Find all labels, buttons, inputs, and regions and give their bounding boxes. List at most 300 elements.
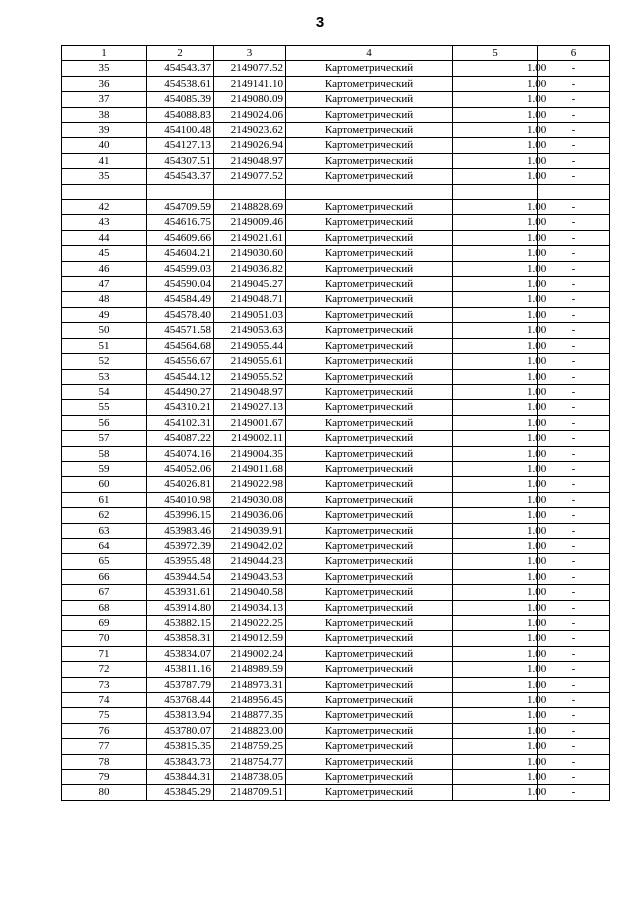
table-row xyxy=(62,200,610,215)
y-coordinate-cell: 2148754.77 xyxy=(214,754,286,769)
method-cell: Картометрический xyxy=(286,492,453,507)
y-coordinate-cell: 2149077.52 xyxy=(214,169,286,184)
method-cell: Картометрический xyxy=(286,446,453,461)
point-number-cell: 75 xyxy=(62,708,147,723)
x-coordinate-cell: 453983.46 xyxy=(147,523,214,538)
point-number-cell: 35 xyxy=(62,61,147,76)
table-row xyxy=(62,123,610,138)
x-coordinate-cell: 454127.13 xyxy=(147,138,214,153)
point-number-cell: 42 xyxy=(62,200,147,215)
point-number-cell: 50 xyxy=(62,323,147,338)
y-coordinate-cell: 2149030.08 xyxy=(214,492,286,507)
x-coordinate-cell: 453815.35 xyxy=(147,739,214,754)
y-coordinate-cell: 2149022.25 xyxy=(214,616,286,631)
y-coordinate-cell: 2149077.52 xyxy=(214,61,286,76)
y-coordinate-cell: 2149026.94 xyxy=(214,138,286,153)
description-cell: - xyxy=(538,461,610,476)
point-number-cell: 63 xyxy=(62,523,147,538)
x-coordinate-cell: 453955.48 xyxy=(147,554,214,569)
point-number-cell: 59 xyxy=(62,461,147,476)
y-coordinate-cell: 2149048.71 xyxy=(214,292,286,307)
accuracy-cell: 1.00 xyxy=(453,662,538,677)
coordinates-table xyxy=(61,45,610,801)
x-coordinate-cell: 454088.83 xyxy=(147,107,214,122)
point-number-cell: 74 xyxy=(62,693,147,708)
description-cell: - xyxy=(538,246,610,261)
y-coordinate-cell: 2149040.58 xyxy=(214,585,286,600)
accuracy-cell: 1.00 xyxy=(453,585,538,600)
x-coordinate-cell: 453858.31 xyxy=(147,631,214,646)
description-cell: - xyxy=(538,631,610,646)
method-cell: Картометрический xyxy=(286,230,453,245)
table-row xyxy=(62,169,610,184)
x-coordinate-cell: 454307.51 xyxy=(147,153,214,168)
table-row xyxy=(62,246,610,261)
description-cell: - xyxy=(538,616,610,631)
description-cell: - xyxy=(538,508,610,523)
table-row xyxy=(62,646,610,661)
table-row xyxy=(62,384,610,399)
table-row xyxy=(62,770,610,785)
accuracy-cell: 1.00 xyxy=(453,277,538,292)
description-cell: - xyxy=(538,292,610,307)
method-cell: Картометрический xyxy=(286,153,453,168)
point-number-cell: 55 xyxy=(62,400,147,415)
point-number-cell: 37 xyxy=(62,92,147,107)
y-coordinate-cell: 2149044.23 xyxy=(214,554,286,569)
accuracy-cell: 1.00 xyxy=(453,230,538,245)
method-cell: Картометрический xyxy=(286,200,453,215)
point-number-cell: 43 xyxy=(62,215,147,230)
method-cell: Картометрический xyxy=(286,708,453,723)
y-coordinate-cell: 2149141.10 xyxy=(214,76,286,91)
column-header-x: 2 xyxy=(147,46,214,61)
accuracy-cell: 1.00 xyxy=(453,739,538,754)
point-number-cell: 61 xyxy=(62,492,147,507)
method-cell: Картометрический xyxy=(286,693,453,708)
point-number-cell: 45 xyxy=(62,246,147,261)
method-cell: Картометрический xyxy=(286,92,453,107)
method-cell: Картометрический xyxy=(286,277,453,292)
method-cell: Картометрический xyxy=(286,569,453,584)
table-row xyxy=(62,415,610,430)
accuracy-cell: 1.00 xyxy=(453,569,538,584)
description-cell: - xyxy=(538,277,610,292)
table-header xyxy=(62,46,610,61)
method-cell: Картометрический xyxy=(286,600,453,615)
x-coordinate-cell: 454604.21 xyxy=(147,246,214,261)
method-cell: Картометрический xyxy=(286,415,453,430)
x-coordinate-cell: 454052.06 xyxy=(147,461,214,476)
x-coordinate-cell: 454310.21 xyxy=(147,400,214,415)
x-coordinate-cell: 453944.54 xyxy=(147,569,214,584)
description-cell: - xyxy=(538,785,610,800)
method-cell: Картометрический xyxy=(286,785,453,800)
y-coordinate-cell: 2149009.46 xyxy=(214,215,286,230)
point-number-cell: 64 xyxy=(62,538,147,553)
x-coordinate-cell: 454100.48 xyxy=(147,123,214,138)
method-cell: Картометрический xyxy=(286,508,453,523)
description-cell: - xyxy=(538,569,610,584)
accuracy-cell: 1.00 xyxy=(453,107,538,122)
y-coordinate-cell: 2149023.62 xyxy=(214,123,286,138)
table-row xyxy=(62,569,610,584)
point-number-cell: 35 xyxy=(62,169,147,184)
header-row xyxy=(62,46,610,61)
description-cell: - xyxy=(538,723,610,738)
accuracy-cell: 1.00 xyxy=(453,492,538,507)
description-cell xyxy=(538,184,610,199)
method-cell: Картометрический xyxy=(286,323,453,338)
accuracy-cell: 1.00 xyxy=(453,631,538,646)
y-coordinate-cell: 2149048.97 xyxy=(214,384,286,399)
accuracy-cell: 1.00 xyxy=(453,523,538,538)
method-cell: Картометрический xyxy=(286,123,453,138)
x-coordinate-cell: 453914.80 xyxy=(147,600,214,615)
method-cell: Картометрический xyxy=(286,477,453,492)
x-coordinate-cell: 454584.49 xyxy=(147,292,214,307)
table-row xyxy=(62,230,610,245)
x-coordinate-cell: 453834.07 xyxy=(147,646,214,661)
accuracy-cell: 1.00 xyxy=(453,92,538,107)
accuracy-cell: 1.00 xyxy=(453,508,538,523)
y-coordinate-cell: 2149042.02 xyxy=(214,538,286,553)
point-number-cell: 70 xyxy=(62,631,147,646)
accuracy-cell: 1.00 xyxy=(453,677,538,692)
table-row xyxy=(62,631,610,646)
table-row xyxy=(62,354,610,369)
method-cell: Картометрический xyxy=(286,770,453,785)
x-coordinate-cell: 454490.27 xyxy=(147,384,214,399)
column-header-description: 6 xyxy=(538,46,610,61)
description-cell: - xyxy=(538,76,610,91)
y-coordinate-cell: 2149027.13 xyxy=(214,400,286,415)
y-coordinate-cell: 2149024.06 xyxy=(214,107,286,122)
method-cell: Картометрический xyxy=(286,169,453,184)
table-row xyxy=(62,754,610,769)
point-number-cell: 69 xyxy=(62,616,147,631)
y-coordinate-cell: 2149012.59 xyxy=(214,631,286,646)
description-cell: - xyxy=(538,153,610,168)
accuracy-cell: 1.00 xyxy=(453,246,538,261)
point-number-cell: 48 xyxy=(62,292,147,307)
description-cell: - xyxy=(538,384,610,399)
method-cell: Картометрический xyxy=(286,431,453,446)
point-number-cell: 57 xyxy=(62,431,147,446)
point-number-cell: 54 xyxy=(62,384,147,399)
y-coordinate-cell: 2149030.60 xyxy=(214,246,286,261)
accuracy-cell: 1.00 xyxy=(453,461,538,476)
y-coordinate-cell: 2148709.51 xyxy=(214,785,286,800)
method-cell: Картометрический xyxy=(286,400,453,415)
y-coordinate-cell: 2149055.52 xyxy=(214,369,286,384)
point-number-cell: 80 xyxy=(62,785,147,800)
point-number-cell: 47 xyxy=(62,277,147,292)
table-row xyxy=(62,431,610,446)
x-coordinate-cell: 454556.67 xyxy=(147,354,214,369)
table-row xyxy=(62,76,610,91)
x-coordinate-cell: 454543.37 xyxy=(147,169,214,184)
point-number-cell: 44 xyxy=(62,230,147,245)
x-coordinate-cell: 454026.81 xyxy=(147,477,214,492)
table-row xyxy=(62,184,610,199)
method-cell: Картометрический xyxy=(286,754,453,769)
table-row xyxy=(62,477,610,492)
method-cell: Картометрический xyxy=(286,739,453,754)
point-number-cell: 79 xyxy=(62,770,147,785)
point-number-cell: 56 xyxy=(62,415,147,430)
y-coordinate-cell: 2148877.35 xyxy=(214,708,286,723)
table-row xyxy=(62,708,610,723)
accuracy-cell: 1.00 xyxy=(453,369,538,384)
point-number-cell: 73 xyxy=(62,677,147,692)
accuracy-cell: 1.00 xyxy=(453,323,538,338)
column-header-y: 3 xyxy=(214,46,286,61)
point-number-cell: 72 xyxy=(62,662,147,677)
description-cell: - xyxy=(538,538,610,553)
x-coordinate-cell: 454102.31 xyxy=(147,415,214,430)
table-row xyxy=(62,446,610,461)
accuracy-cell: 1.00 xyxy=(453,554,538,569)
accuracy-cell: 1.00 xyxy=(453,123,538,138)
x-coordinate-cell: 453845.29 xyxy=(147,785,214,800)
x-coordinate-cell: 453972.39 xyxy=(147,538,214,553)
description-cell: - xyxy=(538,215,610,230)
point-number-cell: 60 xyxy=(62,477,147,492)
description-cell: - xyxy=(538,92,610,107)
point-number-cell: 71 xyxy=(62,646,147,661)
method-cell: Картометрический xyxy=(286,215,453,230)
table-body xyxy=(62,61,610,800)
x-coordinate-cell xyxy=(147,184,214,199)
description-cell: - xyxy=(538,369,610,384)
accuracy-cell: 1.00 xyxy=(453,354,538,369)
description-cell: - xyxy=(538,662,610,677)
accuracy-cell: 1.00 xyxy=(453,292,538,307)
accuracy-cell: 1.00 xyxy=(453,431,538,446)
description-cell: - xyxy=(538,708,610,723)
description-cell: - xyxy=(538,307,610,322)
point-number-cell: 58 xyxy=(62,446,147,461)
description-cell: - xyxy=(538,585,610,600)
point-number-cell: 77 xyxy=(62,739,147,754)
description-cell: - xyxy=(538,138,610,153)
method-cell: Картометрический xyxy=(286,631,453,646)
y-coordinate-cell: 2149002.24 xyxy=(214,646,286,661)
table-row xyxy=(62,338,610,353)
method-cell: Картометрический xyxy=(286,662,453,677)
x-coordinate-cell: 454571.58 xyxy=(147,323,214,338)
accuracy-cell: 1.00 xyxy=(453,693,538,708)
table-row xyxy=(62,215,610,230)
accuracy-cell: 1.00 xyxy=(453,477,538,492)
x-coordinate-cell: 453882.15 xyxy=(147,616,214,631)
accuracy-cell: 1.00 xyxy=(453,770,538,785)
y-coordinate-cell: 2149021.61 xyxy=(214,230,286,245)
point-number-cell: 36 xyxy=(62,76,147,91)
method-cell: Картометрический xyxy=(286,354,453,369)
y-coordinate-cell: 2148759.25 xyxy=(214,739,286,754)
table-row xyxy=(62,461,610,476)
method-cell: Картометрический xyxy=(286,107,453,122)
y-coordinate-cell: 2149036.06 xyxy=(214,508,286,523)
description-cell: - xyxy=(538,169,610,184)
method-cell: Картометрический xyxy=(286,138,453,153)
y-coordinate-cell: 2148973.31 xyxy=(214,677,286,692)
column-header-method: 4 xyxy=(286,46,453,61)
x-coordinate-cell: 454543.37 xyxy=(147,61,214,76)
x-coordinate-cell: 454578.40 xyxy=(147,307,214,322)
y-coordinate-cell: 2149055.61 xyxy=(214,354,286,369)
description-cell: - xyxy=(538,200,610,215)
accuracy-cell: 1.00 xyxy=(453,754,538,769)
page-number: 3 xyxy=(315,14,325,31)
point-number-cell: 65 xyxy=(62,554,147,569)
table-row xyxy=(62,523,610,538)
x-coordinate-cell: 454599.03 xyxy=(147,261,214,276)
description-cell: - xyxy=(538,400,610,415)
table-row xyxy=(62,292,610,307)
x-coordinate-cell: 454010.98 xyxy=(147,492,214,507)
method-cell: Картометрический xyxy=(286,338,453,353)
description-cell: - xyxy=(538,61,610,76)
y-coordinate-cell: 2149022.98 xyxy=(214,477,286,492)
y-coordinate-cell: 2149048.97 xyxy=(214,153,286,168)
y-coordinate-cell: 2149004.35 xyxy=(214,446,286,461)
method-cell: Картометрический xyxy=(286,585,453,600)
table-row xyxy=(62,369,610,384)
table-row xyxy=(62,585,610,600)
method-cell: Картометрический xyxy=(286,461,453,476)
table-row xyxy=(62,616,610,631)
y-coordinate-cell: 2148823.00 xyxy=(214,723,286,738)
point-number-cell: 52 xyxy=(62,354,147,369)
method-cell: Картометрический xyxy=(286,307,453,322)
table-row xyxy=(62,554,610,569)
table-row xyxy=(62,107,610,122)
table-row xyxy=(62,277,610,292)
x-coordinate-cell: 453996.15 xyxy=(147,508,214,523)
point-number-cell xyxy=(62,184,147,199)
table-row xyxy=(62,323,610,338)
description-cell: - xyxy=(538,446,610,461)
x-coordinate-cell: 454544.12 xyxy=(147,369,214,384)
point-number-cell: 49 xyxy=(62,307,147,322)
x-coordinate-cell: 453813.94 xyxy=(147,708,214,723)
method-cell: Картометрический xyxy=(286,292,453,307)
x-coordinate-cell: 454538.61 xyxy=(147,76,214,91)
x-coordinate-cell: 454616.75 xyxy=(147,215,214,230)
x-coordinate-cell: 453931.61 xyxy=(147,585,214,600)
method-cell: Картометрический xyxy=(286,523,453,538)
point-number-cell: 38 xyxy=(62,107,147,122)
method-cell: Картометрический xyxy=(286,723,453,738)
accuracy-cell: 1.00 xyxy=(453,600,538,615)
table-row xyxy=(62,785,610,800)
x-coordinate-cell: 454074.16 xyxy=(147,446,214,461)
point-number-cell: 66 xyxy=(62,569,147,584)
table-row xyxy=(62,153,610,168)
accuracy-cell: 1.00 xyxy=(453,138,538,153)
table-row xyxy=(62,677,610,692)
point-number-cell: 53 xyxy=(62,369,147,384)
method-cell: Картометрический xyxy=(286,61,453,76)
accuracy-cell: 1.00 xyxy=(453,708,538,723)
point-number-cell: 62 xyxy=(62,508,147,523)
column-header-point-number: 1 xyxy=(62,46,147,61)
accuracy-cell: 1.00 xyxy=(453,61,538,76)
accuracy-cell: 1.00 xyxy=(453,76,538,91)
description-cell: - xyxy=(538,554,610,569)
method-cell: Картометрический xyxy=(286,554,453,569)
accuracy-cell: 1.00 xyxy=(453,785,538,800)
y-coordinate-cell: 2149053.63 xyxy=(214,323,286,338)
x-coordinate-cell: 453780.07 xyxy=(147,723,214,738)
y-coordinate-cell: 2149036.82 xyxy=(214,261,286,276)
x-coordinate-cell: 453768.44 xyxy=(147,693,214,708)
description-cell: - xyxy=(538,646,610,661)
table-row xyxy=(62,492,610,507)
accuracy-cell: 1.00 xyxy=(453,338,538,353)
x-coordinate-cell: 454709.59 xyxy=(147,200,214,215)
table-row xyxy=(62,538,610,553)
description-cell: - xyxy=(538,107,610,122)
accuracy-cell: 1.00 xyxy=(453,723,538,738)
table-row xyxy=(62,61,610,76)
description-cell: - xyxy=(538,230,610,245)
point-number-cell: 67 xyxy=(62,585,147,600)
description-cell: - xyxy=(538,323,610,338)
point-number-cell: 78 xyxy=(62,754,147,769)
description-cell: - xyxy=(538,477,610,492)
accuracy-cell: 1.00 xyxy=(453,538,538,553)
method-cell: Картометрический xyxy=(286,538,453,553)
description-cell: - xyxy=(538,693,610,708)
x-coordinate-cell: 453811.16 xyxy=(147,662,214,677)
table-row xyxy=(62,662,610,677)
accuracy-cell: 1.00 xyxy=(453,307,538,322)
y-coordinate-cell: 2149051.03 xyxy=(214,307,286,322)
description-cell: - xyxy=(538,415,610,430)
table-row xyxy=(62,600,610,615)
y-coordinate-cell: 2149001.67 xyxy=(214,415,286,430)
description-cell: - xyxy=(538,677,610,692)
table-row xyxy=(62,723,610,738)
description-cell: - xyxy=(538,523,610,538)
point-number-cell: 68 xyxy=(62,600,147,615)
method-cell: Картометрический xyxy=(286,646,453,661)
accuracy-cell: 1.00 xyxy=(453,646,538,661)
point-number-cell: 39 xyxy=(62,123,147,138)
description-cell: - xyxy=(538,492,610,507)
y-coordinate-cell: 2149045.27 xyxy=(214,277,286,292)
y-coordinate-cell: 2149055.44 xyxy=(214,338,286,353)
table-row xyxy=(62,261,610,276)
x-coordinate-cell: 454085.39 xyxy=(147,92,214,107)
table-row xyxy=(62,307,610,322)
y-coordinate-cell: 2148738.05 xyxy=(214,770,286,785)
method-cell: Картометрический xyxy=(286,261,453,276)
accuracy-cell: 1.00 xyxy=(453,616,538,631)
x-coordinate-cell: 454564.68 xyxy=(147,338,214,353)
point-number-cell: 41 xyxy=(62,153,147,168)
x-coordinate-cell: 454609.66 xyxy=(147,230,214,245)
y-coordinate-cell: 2149039.91 xyxy=(214,523,286,538)
accuracy-cell: 1.00 xyxy=(453,446,538,461)
accuracy-cell xyxy=(453,184,538,199)
table-row xyxy=(62,92,610,107)
point-number-cell: 76 xyxy=(62,723,147,738)
